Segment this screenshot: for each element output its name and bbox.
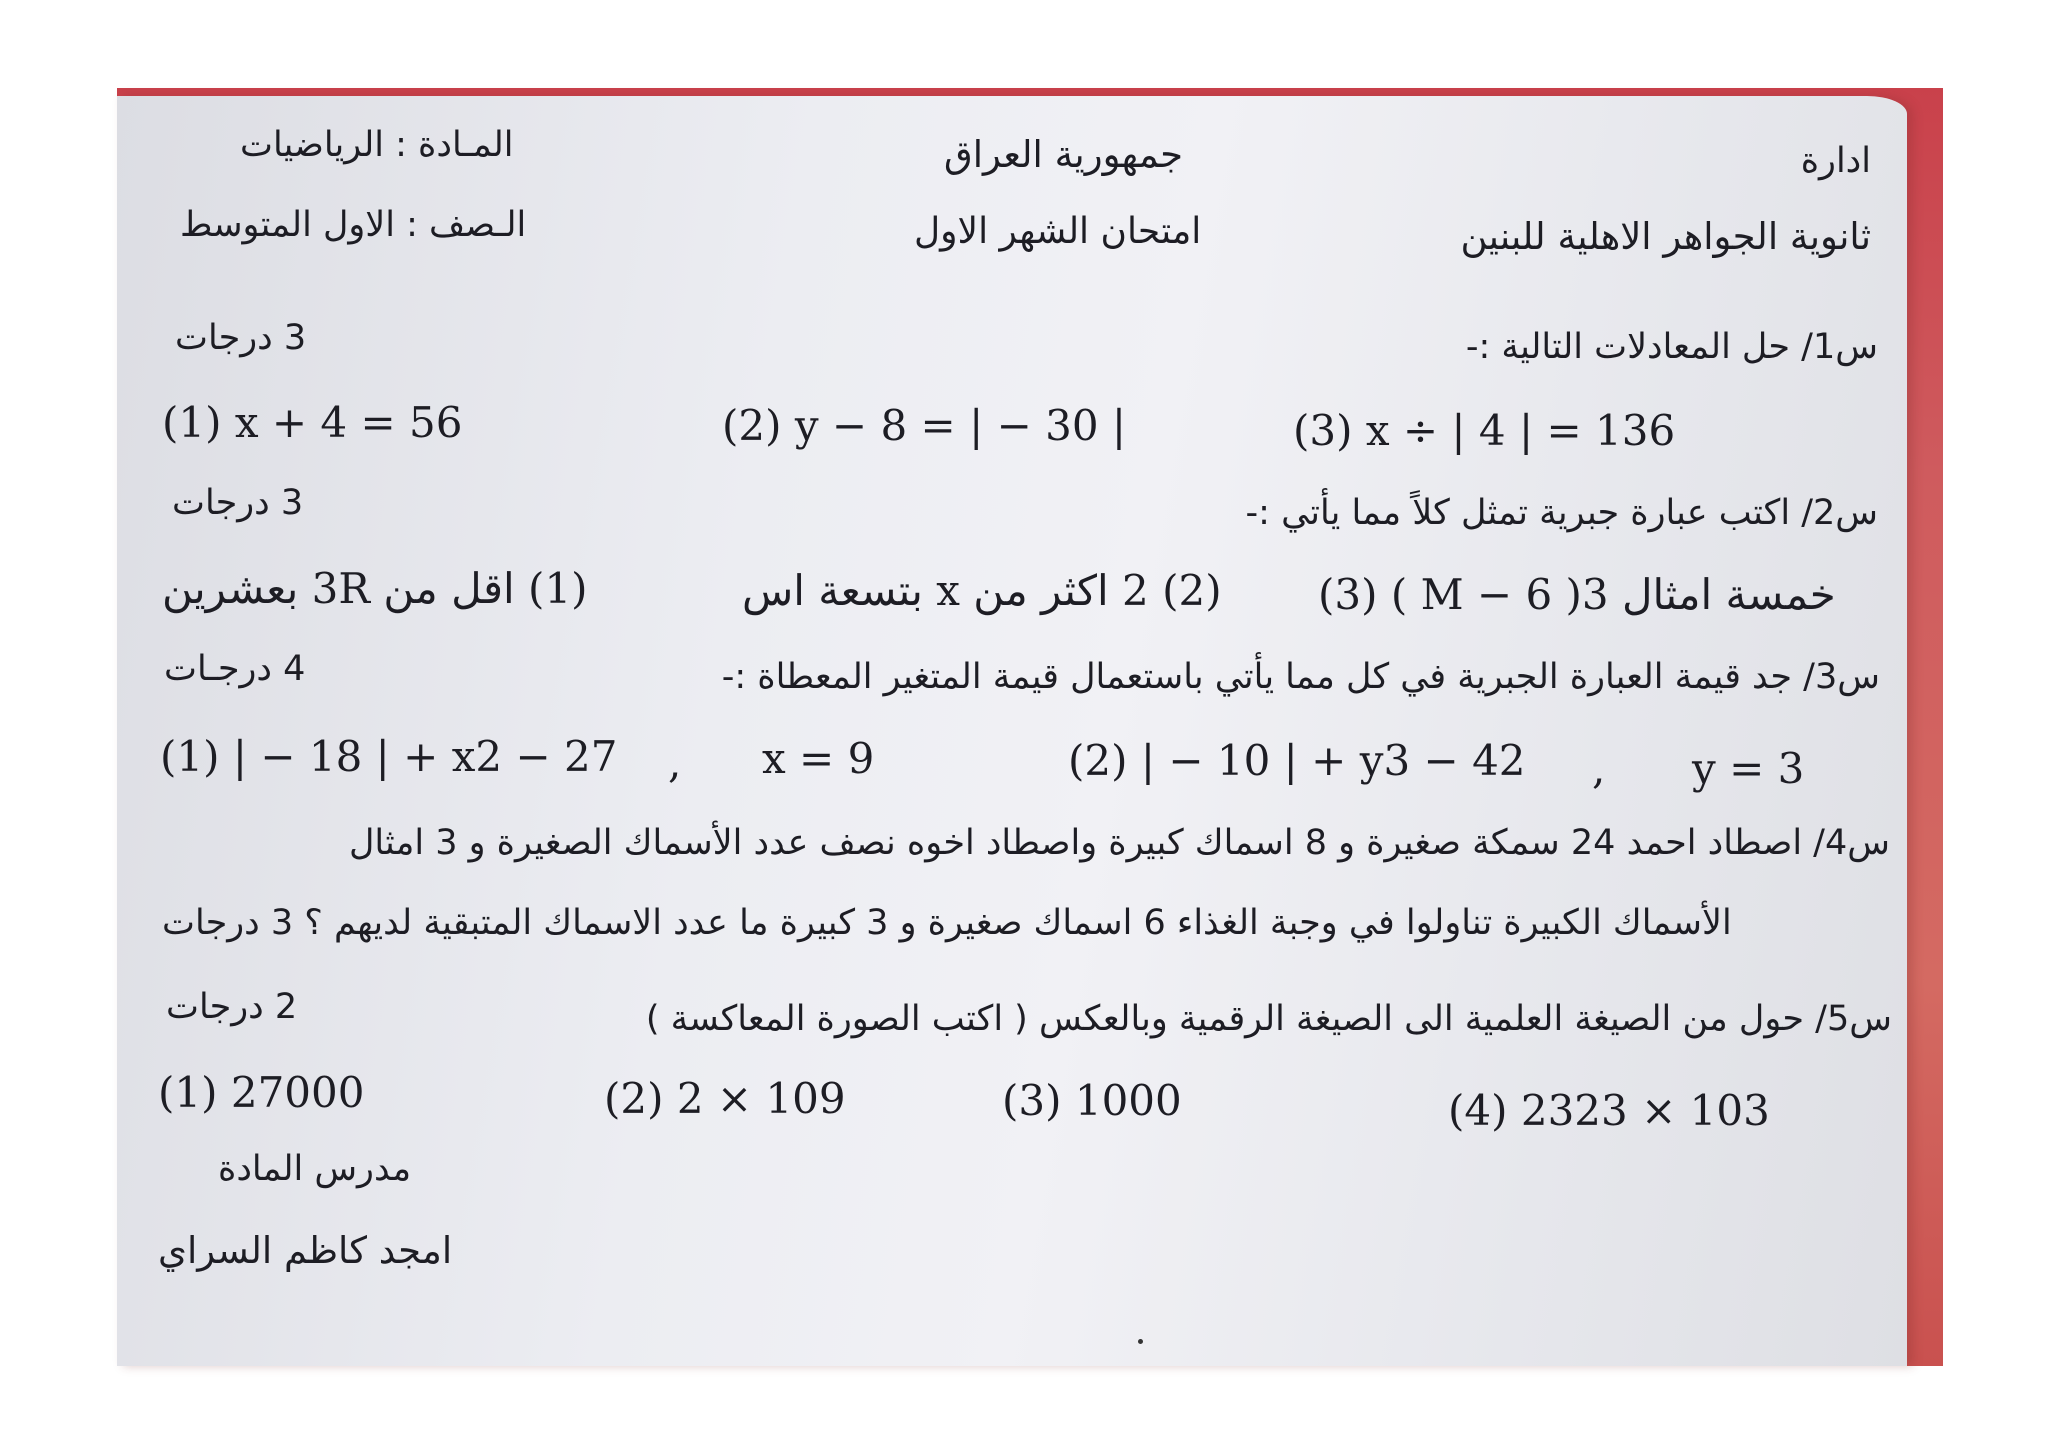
q1-item-2: (2) y − 8 = | − 30 |	[722, 401, 1127, 450]
question-5-title: س5/ حول من الصيغة العلمية الى الصيغة الرقمية وبالعكس ( اكتب الصورة المعاكسة )	[645, 999, 1892, 1039]
q2-item-2: (2) 2 اكثر من x بتسعة اس	[742, 566, 1222, 615]
question-3-title: س3/ جد قيمة العبارة الجبرية في كل مما يأتي باستعمال قيمة المتغير المعطاة :-	[721, 657, 1880, 697]
teacher-label: مدرس المادة	[218, 1149, 412, 1189]
subject-label: المـادة : الرياضيات	[240, 125, 514, 165]
question-2-title: س2/ اكتب عبارة جبرية تمثل كلاً مما يأتي :-	[1245, 493, 1878, 533]
question-4-line-2: الأسماك الكبيرة تناولوا في وجبة الغذاء 6 اسماك صغيرة و 3 كبيرة ما عدد الاسماك المتبقية لديهم ؟ 3 درجات	[162, 903, 1732, 943]
q5-item-3: (3) 1000	[1002, 1076, 1182, 1125]
administration-label: ادارة	[1800, 141, 1871, 181]
ink-dot	[1138, 1339, 1143, 1344]
question-4-line-1: س4/ اصطاد احمد 24 سمكة صغيرة و 8 اسماك كبيرة واصطاد اخوه نصف عدد الأسماك الصغيرة و 3 امثال	[348, 823, 1890, 863]
q1-item-1: (1) x + 4 = 56	[162, 398, 463, 447]
q3-item-1-value: x = 9	[762, 734, 875, 783]
exam-title: امتحان الشهر الاول	[914, 211, 1202, 252]
q1-item-3: (3) x ÷ | 4 | = 136	[1293, 406, 1676, 455]
q3-item-1-expression: (1) | − 18 | + x2 − 27	[160, 732, 618, 781]
country-title: جمهورية العراق	[944, 133, 1184, 176]
q5-item-2: (2) 2 × 109	[604, 1074, 846, 1123]
question-5-marks: 2 درجات	[166, 987, 298, 1027]
q5-item-1: (1) 27000	[158, 1068, 365, 1117]
question-2-marks: 3 درجات	[172, 483, 304, 523]
q3-item-2-comma: ,	[1592, 744, 1606, 793]
q3-item-2-value: y = 3	[1692, 744, 1805, 793]
grade-label: الـصف : الاول المتوسط	[180, 205, 527, 245]
q2-item-1: (1) اقل من 3R بعشرين	[162, 564, 588, 613]
q5-item-4: (4) 2323 × 103	[1448, 1086, 1770, 1135]
q2-item-3: (3) ( M − 6 )3 خمسة امثال	[1318, 570, 1836, 619]
teacher-name: امجد كاظم السراي	[158, 1229, 453, 1272]
school-name: ثانوية الجواهر الاهلية للبنين	[1460, 215, 1871, 258]
question-3-marks: 4 درجـات	[164, 649, 306, 689]
question-1-marks: 3 درجات	[175, 318, 307, 358]
q3-item-1-comma: ,	[668, 738, 682, 787]
question-1-title: س1/ حل المعادلات التالية :-	[1465, 327, 1878, 367]
q3-item-2-expression: (2) | − 10 | + y3 − 42	[1068, 736, 1526, 785]
